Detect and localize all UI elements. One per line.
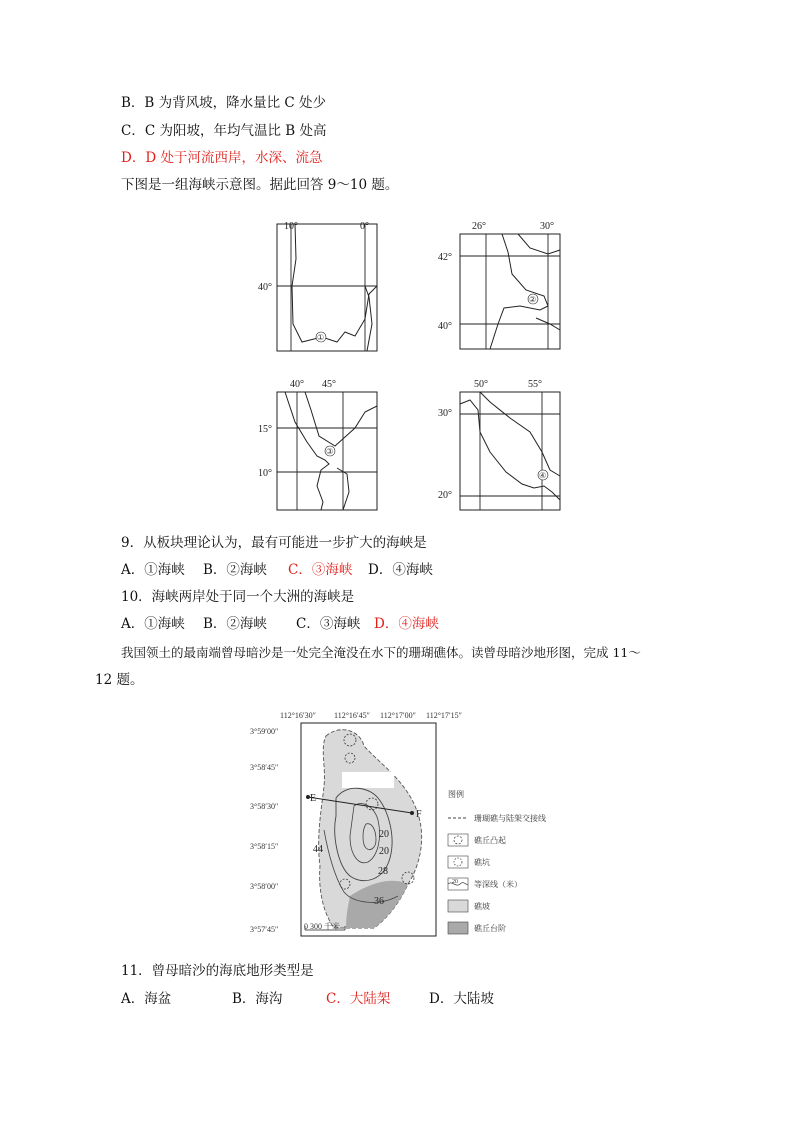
reef-legend bbox=[448, 789, 546, 934]
map2-lon-1: 26° bbox=[472, 221, 486, 232]
intro-11-12-line-2: 12 题。 bbox=[95, 672, 144, 688]
q10-option-a: A．①海峡 bbox=[121, 616, 185, 632]
reef-lon-4: 112°17′15″ bbox=[426, 711, 462, 720]
map3-lat-1: 15° bbox=[258, 424, 272, 435]
reef-lat-1: 3°59′00″ bbox=[250, 727, 279, 736]
map1-lat-1: 40° bbox=[258, 282, 272, 293]
question-11: 11．曾母暗沙的海底地形类型是 bbox=[121, 963, 314, 979]
reef-scale-label: 0 300 千米 bbox=[304, 922, 340, 931]
q10-option-d: D．④海峡 bbox=[374, 616, 439, 632]
depth-label-36: 36 bbox=[374, 896, 384, 907]
legend-item-2: 礁丘凸起 bbox=[474, 836, 506, 845]
legend-item-5: 礁坡 bbox=[474, 902, 490, 911]
map2-lat-1: 42° bbox=[438, 252, 452, 263]
map2-lon-2: 30° bbox=[540, 221, 554, 232]
legend-item-3: 礁坑 bbox=[474, 858, 490, 867]
map2-marker: ② bbox=[529, 295, 537, 304]
option-c-line: C．C 为阳坡，年均气温比 B 处高 bbox=[121, 123, 327, 139]
reef-lat-5: 3°58′00″ bbox=[250, 882, 279, 891]
map4-lat-1: 30° bbox=[438, 408, 452, 419]
reef-lat-2: 3°58′45″ bbox=[250, 763, 279, 772]
reef-lat-4: 3°58′15″ bbox=[250, 842, 279, 851]
reef-lon-3: 112°17′00″ bbox=[380, 711, 416, 720]
legend-item-6: 礁丘台阶 bbox=[474, 924, 506, 933]
strait-map-1 bbox=[277, 224, 377, 351]
legend-isobath-value: 20 bbox=[452, 879, 458, 885]
legend-title: 图例 bbox=[448, 790, 464, 799]
map4-lat-2: 20° bbox=[438, 490, 452, 501]
q9-option-a: A．①海峡 bbox=[121, 562, 185, 578]
reef-lon-1: 112°16′30″ bbox=[280, 711, 316, 720]
q9-option-b: B．②海峡 bbox=[203, 562, 267, 578]
q9-option-d: D．④海峡 bbox=[368, 562, 433, 578]
question-9: 9．从板块理论认为，最有可能进一步扩大的海峡是 bbox=[121, 535, 427, 551]
map3-lon-2: 45° bbox=[322, 379, 336, 390]
map1-lon-2: 0° bbox=[360, 221, 369, 232]
q11-option-d: D．大陆坡 bbox=[429, 991, 494, 1007]
legend-item-1: 珊瑚礁与陆架交接线 bbox=[474, 814, 546, 823]
q10-option-b: B．②海峡 bbox=[203, 616, 267, 632]
question-10: 10．海峡两岸处于同一个大洲的海峡是 bbox=[121, 589, 355, 605]
q11-option-b: B．海沟 bbox=[232, 991, 283, 1007]
strait-map-4 bbox=[460, 392, 560, 510]
q10-option-c: C．③海峡 bbox=[296, 616, 361, 632]
depth-label-20b: 20 bbox=[379, 829, 389, 840]
intro-11-12-line-1: 我国领土的最南端曾母暗沙是一处完全淹没在水下的珊瑚礁体。读曾母暗沙地形图，完成 11～ bbox=[121, 645, 641, 660]
map4-lon-2: 55° bbox=[528, 379, 542, 390]
q11-option-c: C．大陆架 bbox=[326, 991, 391, 1007]
depth-label-44: 44 bbox=[313, 844, 323, 855]
map3-lat-2: 10° bbox=[258, 468, 272, 479]
q11-option-a: A．海盆 bbox=[121, 991, 172, 1007]
map1-marker: ① bbox=[317, 333, 325, 342]
depth-label-28: 28 bbox=[378, 866, 388, 877]
intro-9-10: 下图是一组海峡示意图。据此回答 9～10 题。 bbox=[121, 177, 399, 193]
point-f-label: F bbox=[416, 809, 422, 820]
strait-maps-figure bbox=[250, 212, 590, 522]
reef-lat-3: 3°58′30″ bbox=[250, 802, 279, 811]
legend-item-4: 等深线（米） bbox=[474, 880, 522, 889]
q9-option-c: C．③海峡 bbox=[288, 562, 353, 578]
reef-map-figure bbox=[250, 706, 580, 946]
depth-label-20: 20 bbox=[379, 846, 389, 857]
map4-lon-1: 50° bbox=[474, 379, 488, 390]
map1-lon-1: 10° bbox=[284, 221, 298, 232]
map4-marker: ④ bbox=[539, 471, 547, 480]
reef-lat-6: 3°57′45″ bbox=[250, 925, 279, 934]
point-e-label: E bbox=[310, 793, 317, 804]
reef-map-frame bbox=[301, 723, 436, 936]
option-b-line: B．B 为背风坡，降水量比 C 处少 bbox=[121, 95, 327, 111]
option-d-line: D．D 处于河流西岸，水深、流急 bbox=[121, 150, 323, 166]
map3-marker: ③ bbox=[326, 447, 334, 456]
reef-lon-2: 112°16′45″ bbox=[334, 711, 370, 720]
map2-lat-2: 40° bbox=[438, 321, 452, 332]
strait-map-2 bbox=[460, 234, 560, 349]
map3-lon-1: 40° bbox=[290, 379, 304, 390]
